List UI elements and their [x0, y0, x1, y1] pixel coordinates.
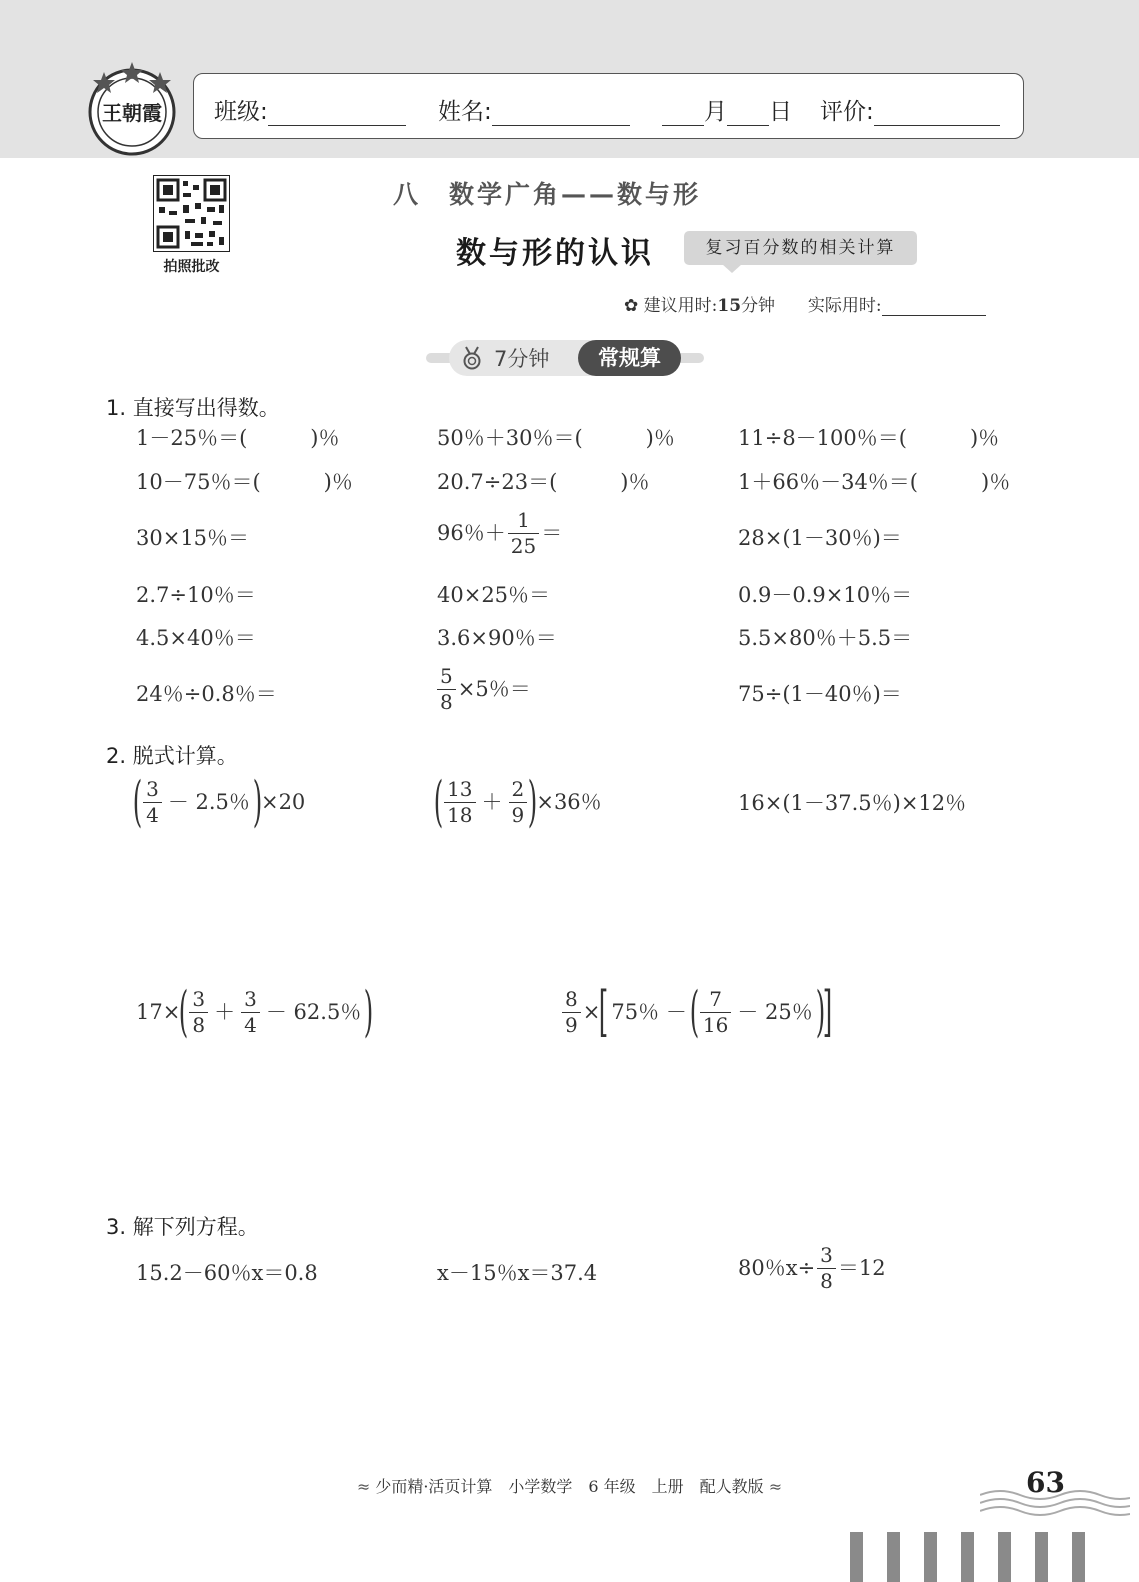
q1-item: 30×15％＝ — [136, 526, 250, 550]
q3-equation-2: x－15％x＝37.4 — [437, 1261, 598, 1285]
footer-line — [0, 1474, 1139, 1497]
footer-text: 少而精·活页计算 小学数学 6 年级 上册 配人教版 — [375, 1477, 764, 1496]
svg-text:王朝霞: 王朝霞 — [102, 101, 162, 125]
expr-text: － 25％ — [737, 999, 813, 1024]
expr-text: ×20 — [260, 789, 306, 814]
denominator: 8 — [817, 1268, 836, 1292]
suggested-time-value: 15 — [717, 296, 742, 316]
month-label: 月 — [704, 99, 727, 125]
numerator: 13 — [447, 776, 473, 801]
medal-icon — [461, 346, 483, 370]
numerator: 2 — [511, 776, 525, 801]
edge-stripe — [1072, 1532, 1085, 1582]
edge-stripe — [961, 1532, 974, 1582]
fraction — [437, 666, 456, 713]
denominator: 8 — [437, 689, 456, 713]
fraction — [817, 1245, 836, 1292]
fraction — [700, 986, 731, 1037]
left-paren: ( — [689, 980, 700, 1043]
date-field[interactable] — [662, 93, 792, 126]
class-blank[interactable] — [268, 99, 406, 126]
q1-item-head: 96％＋ — [437, 521, 506, 545]
subtitle-tag-tail — [722, 264, 742, 273]
q3-equation-1: 15.2－60％x＝0.8 — [136, 1261, 318, 1285]
q1-title: 1. 直接写出得数。 — [106, 396, 280, 420]
left-paren: ( — [433, 770, 444, 833]
footer-ornament-left: ≈ — [356, 1477, 371, 1496]
q1-item: 1－25％＝( )％ — [136, 426, 340, 450]
numerator: 7 — [709, 986, 722, 1011]
q1-item: 28×(1－30％)＝ — [738, 526, 902, 550]
right-paren: ) — [252, 770, 263, 833]
actual-time-blank[interactable] — [882, 295, 986, 316]
right-bracket: ] — [822, 980, 833, 1043]
q1-item: 4.5×40％＝ — [136, 626, 256, 650]
footer-ornament-right: ≈ — [768, 1477, 783, 1496]
expr-text: ＝12 — [837, 1256, 886, 1280]
fraction — [189, 986, 208, 1037]
denominator: 18 — [444, 802, 475, 826]
q2-expression-2 — [433, 770, 602, 833]
q1-item-fraction — [437, 510, 562, 557]
class-field[interactable] — [214, 93, 406, 126]
q2-expression-4 — [136, 980, 374, 1043]
month-blank[interactable] — [662, 99, 704, 126]
fraction — [444, 776, 475, 827]
clock-icon: ✿ — [624, 296, 639, 316]
badge-minutes: 7分钟 — [494, 347, 550, 371]
q1-item: 50％＋30％＝( )％ — [437, 426, 675, 450]
q2-expression-3: 16×(1－37.5％)×12％ — [738, 791, 967, 815]
badge-type: 常规算 — [578, 340, 681, 376]
qr-code[interactable] — [153, 175, 230, 252]
q1-item: 40×25％＝ — [437, 583, 551, 607]
right-paren: ) — [528, 770, 538, 833]
left-paren: ( — [179, 980, 189, 1043]
expr-text: 75％ － — [611, 999, 687, 1024]
student-info-box — [193, 73, 1024, 139]
subtitle-tag: 复习百分数的相关计算 — [684, 231, 917, 265]
q1-item: 24％÷0.8％＝ — [136, 682, 277, 706]
page-number: 63 — [1026, 1466, 1065, 1499]
suggested-time-unit: 分钟 — [741, 296, 776, 316]
q1-item: 2.7÷10％＝ — [136, 583, 256, 607]
numerator: 3 — [820, 1243, 833, 1267]
qr-caption: 拍照批改 — [163, 259, 220, 275]
q1-item: 11÷8－100％＝( )％ — [738, 426, 1000, 450]
suggested-time-label: 建议用时: — [643, 296, 718, 316]
numerator: 3 — [244, 986, 257, 1011]
expr-text: ＋ — [214, 999, 236, 1024]
unit-title: 八 数学广角——数与形 — [393, 180, 702, 209]
numerator: 1 — [517, 508, 530, 532]
name-field[interactable] — [438, 93, 630, 126]
q1-item-fraction — [435, 666, 531, 713]
class-label: 班级: — [214, 99, 268, 125]
brand-logo-seal — [84, 58, 180, 158]
numerator: 3 — [192, 986, 206, 1011]
rating-field[interactable] — [820, 93, 1000, 126]
right-paren: ) — [815, 980, 826, 1043]
denominator: 8 — [189, 1012, 208, 1036]
q1-item: 0.9－0.9×10％＝ — [738, 583, 913, 607]
q3-equation-3 — [738, 1245, 886, 1292]
edge-stripe — [850, 1532, 863, 1582]
day-blank[interactable] — [727, 99, 769, 126]
denominator: 25 — [508, 533, 539, 557]
name-label: 姓名: — [438, 99, 492, 125]
expr-text: － 62.5％ — [265, 999, 362, 1024]
numerator: 8 — [565, 986, 578, 1011]
fraction — [143, 776, 162, 827]
q1-item: 10－75％＝( )％ — [136, 470, 353, 494]
day-label: 日 — [769, 99, 792, 125]
expr-text: × — [582, 999, 601, 1024]
time-line — [624, 291, 986, 316]
edge-stripe — [924, 1532, 937, 1582]
edge-stripe — [998, 1532, 1011, 1582]
edge-stripe — [1035, 1532, 1048, 1582]
q1-item: 3.6×90％＝ — [437, 626, 557, 650]
denominator: 9 — [509, 802, 528, 826]
q1-item: 5.5×80％＋5.5＝ — [738, 626, 913, 650]
lesson-title: 数与形的认识 — [456, 236, 654, 271]
numerator: 3 — [146, 776, 159, 801]
fraction — [562, 986, 581, 1037]
right-paren: ) — [364, 980, 374, 1043]
denominator: 9 — [562, 1012, 581, 1036]
expr-text: － 2.5％ — [167, 789, 250, 814]
denominator: 16 — [700, 1012, 731, 1036]
q3-title: 3. 解下列方程。 — [106, 1215, 259, 1239]
expr-text: ＋ — [481, 789, 503, 814]
q2-title: 2. 脱式计算。 — [106, 744, 238, 768]
actual-time-label: 实际用时: — [807, 296, 882, 316]
name-blank[interactable] — [492, 99, 630, 126]
q1-item: 75÷(1－40％)＝ — [738, 682, 902, 706]
expr-text: 80％x÷ — [738, 1256, 816, 1280]
q2-expression-1 — [132, 770, 306, 833]
q1-item-tail: ＝ — [541, 521, 563, 545]
q1-item: 20.7÷23＝( )％ — [437, 470, 650, 494]
denominator: 4 — [143, 802, 162, 826]
q1-item: 1＋66％－34％＝( )％ — [738, 470, 1011, 494]
edge-stripe — [887, 1532, 900, 1582]
fraction — [241, 986, 260, 1037]
expr-text: ×36％ — [536, 789, 602, 814]
expr-text: 17× — [136, 999, 181, 1024]
denominator: 4 — [241, 1012, 260, 1036]
left-bracket: [ — [599, 980, 609, 1043]
q1-item-tail: ×5％＝ — [457, 677, 531, 701]
rating-blank[interactable] — [874, 99, 1000, 126]
q2-expression-5 — [560, 980, 833, 1043]
left-paren: ( — [132, 770, 143, 833]
fraction — [508, 510, 539, 557]
rating-label: 评价: — [820, 99, 874, 125]
fraction — [509, 776, 528, 827]
numerator: 5 — [440, 664, 453, 688]
